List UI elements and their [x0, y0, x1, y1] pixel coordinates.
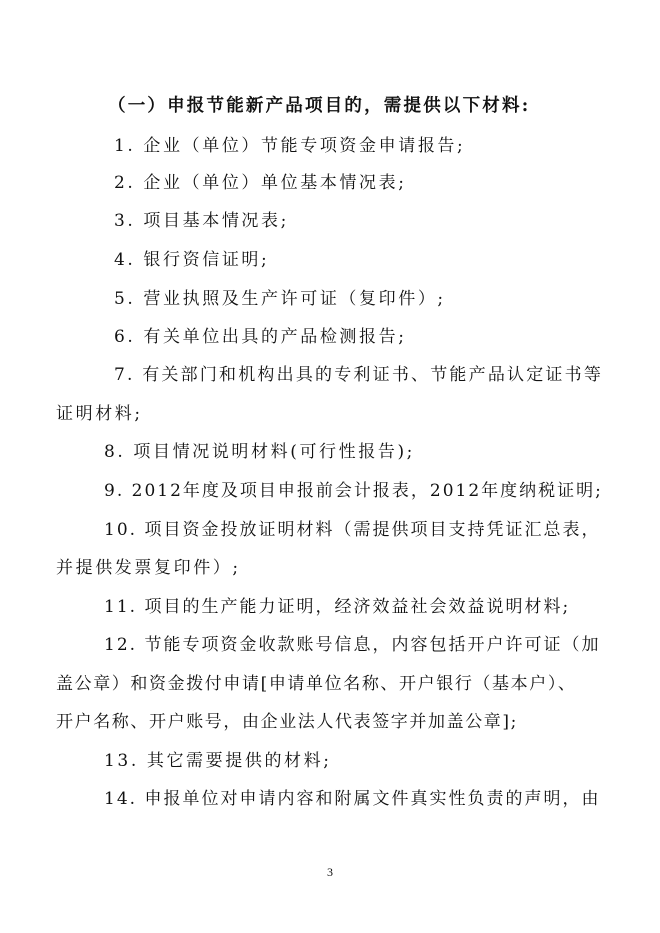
list-item-12: 12. 节能专项资金收款账号信息，内容包括开户许可证（加	[104, 635, 601, 655]
list-item-1: 1. 企业（单位）节能专项资金申请报告;	[114, 136, 466, 156]
list-item-3: 3. 项目基本情况表;	[114, 211, 289, 231]
section-heading: （一）申报节能新产品项目的，需提供以下材料:	[108, 96, 531, 116]
list-item-12-continued-1: 盖公章）和资金拨付申请[申请单位名称、开户银行（基本户）、	[56, 674, 577, 694]
page-number: 3	[327, 865, 333, 879]
list-item-6: 6. 有关单位出具的产品检测报告;	[114, 327, 407, 347]
list-item-7-continued: 证明材料;	[56, 404, 143, 424]
list-item-12-continued-2: 开户名称、开户账号，由企业法人代表签字并加盖公章];	[56, 712, 518, 732]
list-item-13: 13. 其它需要提供的材料;	[104, 751, 332, 771]
list-item-14: 14. 申报单位对申请内容和附属文件真实性负责的声明，由	[104, 789, 601, 809]
list-item-4: 4. 银行资信证明;	[114, 250, 270, 270]
list-item-10-continued: 并提供发票复印件）;	[56, 558, 241, 578]
list-item-7: 7. 有关部门和机构出具的专利证书、节能产品认定证书等	[114, 365, 604, 385]
list-item-11: 11. 项目的生产能力证明，经济效益社会效益说明材料;	[104, 597, 571, 617]
list-item-9: 9. 2012年度及项目申报前会计报表，2012年度纳税证明;	[104, 481, 603, 501]
list-item-10: 10. 项目资金投放证明材料（需提供项目支持凭证汇总表，	[104, 520, 601, 540]
list-item-8: 8. 项目情况说明材料(可行性报告);	[104, 442, 416, 462]
list-item-5: 5. 营业执照及生产许可证（复印件）;	[114, 289, 446, 309]
list-item-2: 2. 企业（单位）单位基本情况表;	[114, 173, 407, 193]
